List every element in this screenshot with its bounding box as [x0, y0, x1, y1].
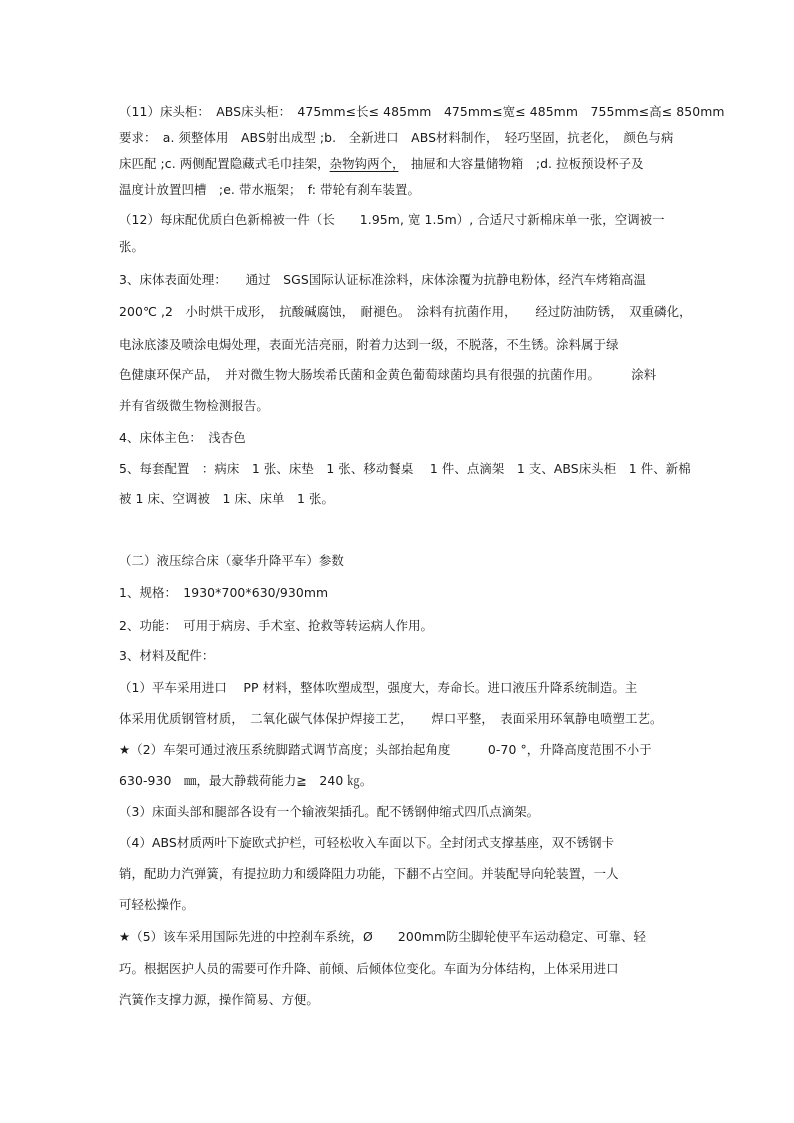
text-line: （11）床头柜： ABS床头柜： 475mm≤长≤ 485mm 475mm≤宽≤ 485mm 755mm≤高≤ 850mm [119, 104, 725, 119]
text-line: （3）床面头部和腿部各设有一个输液架插孔。配不锈钢伸缩式四爪点滴架。 [119, 804, 540, 819]
text-line: 200℃ ,2 小时烘干成形， 抗酸碱腐蚀， 耐褪色。 涂料有抗菌作用， 经过防油防锈， 双重磷化， [119, 304, 692, 319]
text-line: 630-930 ㎜，最大静载荷能力≧ 240 ㎏。 [119, 773, 373, 788]
text-line: 4、床体主色： 浅杏色 [119, 430, 246, 445]
text-line: ★（2）车架可通过液压系统脚踏式调节高度；头部抬起角度 0-70 °，升降高度范围不小于 [119, 742, 652, 757]
section-heading: （二）液压综合床（豪华升降平车）参数 [119, 553, 344, 568]
text-line: 1、规格： 1930*700*630/930mm [119, 585, 329, 600]
text-line: 体采用优质钢管材质， 二氧化碳气体保护焊接工艺， 焊口平整， 表面采用环氧静电喷塑工艺。 [119, 711, 663, 726]
text-line: 色健康环保产品， 并对微生物大肠埃希氏菌和金黄色葡萄球菌均具有很强的抗菌作用。 涂料 [119, 367, 657, 382]
text-line: 可轻松操作。 [119, 897, 194, 912]
text-line: 5、每套配置 ：病床 1 张、床垫 1 张、移动餐桌 1 件、点滴架 1 支、ABS床头柜 1 件、新棉 [119, 461, 691, 476]
underlined-text: 杂物钩两个， [329, 156, 399, 171]
text-line [119, 156, 679, 172]
text-line: 3、床体表面处理： 通过 SGS国际认证标准涂料，床体涂覆为抗静电粉体，经汽车烤箱高温 [119, 272, 647, 287]
text-line: 2、功能： 可用于病房、手术室、抢救等转运病人作用。 [119, 618, 434, 633]
text-line: 被 1 床、空调被 1 床、床单 1 张。 [119, 491, 334, 506]
text-line: 巧。根据医护人员的需要可作升降、前倾、后倾体位变化。车面为分体结构，上体采用进口 [119, 961, 619, 976]
text-segment: 床匹配 ;c. 两侧配置隐藏式毛巾挂架， [119, 156, 330, 171]
text-line: 张。 [119, 239, 144, 254]
text-line: 温度计放置凹槽 ;e. 带水瓶架； f: 带轮有刹车装置。 [119, 182, 421, 197]
text-line: （12）每床配优质白色新棉被一件（长 1.95m, 宽 1.5m）, 合适尺寸新棉床单一张，空调被一 [119, 212, 665, 227]
text-line: 要求： a. 须整体用 ABS射出成型 ;b. 全新进口 ABS材料制作， 轻巧坚固，抗老化， 颜色与病 [119, 130, 674, 145]
text-line: 并有省级微生物检测报告。 [119, 398, 269, 413]
text-line: 电泳底漆及喷涂电焗处理，表面光洁亮丽，附着力达到一级，不脱落，不生锈。涂料属于绿 [119, 337, 619, 352]
text-line: 销，配助力汽弹簧，有提拉助力和缓降阻力功能，下翻不占空间。并装配导向轮装置，一人 [119, 866, 619, 881]
text-line: （1）平车采用进口 PP 材料，整体吹塑成型，强度大，寿命长。进口液压升降系统制造。主 [119, 680, 638, 695]
text-line: 汽簧作支撑力源，操作简易、方便。 [119, 992, 319, 1007]
text-line: 3、材料及配件： [119, 648, 215, 663]
text-line: ★（5）该车采用国际先进的中控刹车系统，Ø 200mm防尘脚轮使平车运动稳定、可靠、轻 [119, 929, 646, 944]
text-line: （4）ABS材质两叶下旋欧式护栏，可轻松收入车面以下。全封闭式支撑基座，双不锈钢卡 [119, 835, 615, 850]
text-segment: 抽屉和大容量储物箱 ;d. 拉板预设杯子及 [398, 156, 644, 171]
